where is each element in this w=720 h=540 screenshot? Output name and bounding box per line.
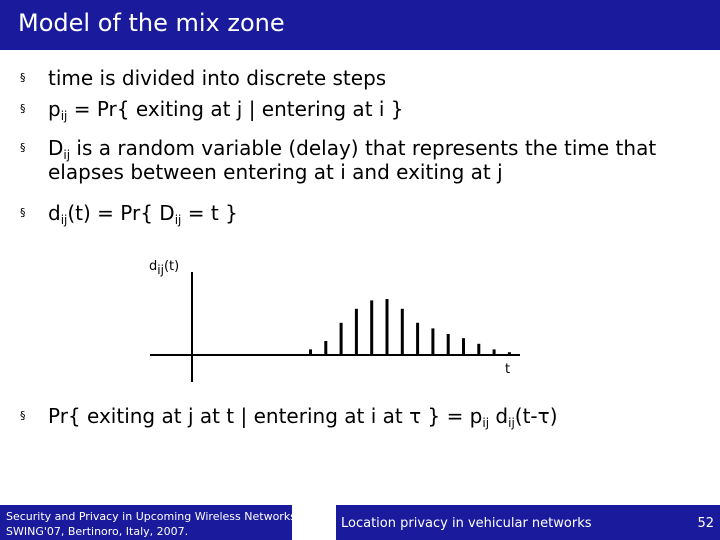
bullet-marker: § <box>20 102 26 115</box>
footer-conference-line2: SWING'07, Bertinoro, Italy, 2007. <box>6 525 189 538</box>
slide-title: Model of the mix zone <box>18 9 285 37</box>
bullet-text: $D_{ij}$ is a random variable (delay) that represents the time that <box>48 136 657 162</box>
footer-topic <box>336 505 664 540</box>
bullet-marker: § <box>20 206 26 219</box>
bar-8 <box>416 323 419 355</box>
page-number: 52 <box>697 516 714 531</box>
bullet-text: time is divided into discrete steps <box>48 66 387 90</box>
x-axis-label: t <box>505 362 511 377</box>
bullet-marker: § <box>20 71 26 84</box>
bullet-text: $p_{ij} = Pr${ exiting at j | entering at i } <box>48 97 404 123</box>
bar-2 <box>324 341 327 355</box>
footer-conference <box>0 505 296 540</box>
footer-topic-text: Location privacy in vehicular networks <box>341 516 592 531</box>
bullet-text-continued: elapses between entering at i and exiting at j <box>48 160 503 184</box>
footer-conference-line1: Security and Privacy in Upcoming Wireless Networks <box>6 510 296 523</box>
bar-9 <box>431 328 434 355</box>
bar-10 <box>447 334 450 355</box>
bar-14 <box>508 352 511 355</box>
bullet-marker: § <box>20 409 26 422</box>
bar-3 <box>340 323 343 355</box>
bar-13 <box>493 349 496 355</box>
bar-1 <box>309 349 312 355</box>
bars-group <box>309 299 511 355</box>
footer-page-number <box>664 505 720 540</box>
bullet-marker: § <box>20 141 26 154</box>
bar-4 <box>355 309 358 355</box>
bullet-text: Pr{ exiting at j at t | entering at i at τ } = $p_{ij}$ $d_{ij}(t-\tau)$ <box>48 404 558 430</box>
bar-6 <box>386 299 389 355</box>
bullet-text: $d_{ij}(t) = Pr${ $D_{ij} = t$ } <box>48 201 238 227</box>
bar-7 <box>401 309 404 355</box>
y-axis-label: $d_{ij}(t)$ <box>149 259 180 277</box>
bar-11 <box>462 338 465 355</box>
bar-5 <box>370 300 373 355</box>
bar-12 <box>477 344 480 355</box>
